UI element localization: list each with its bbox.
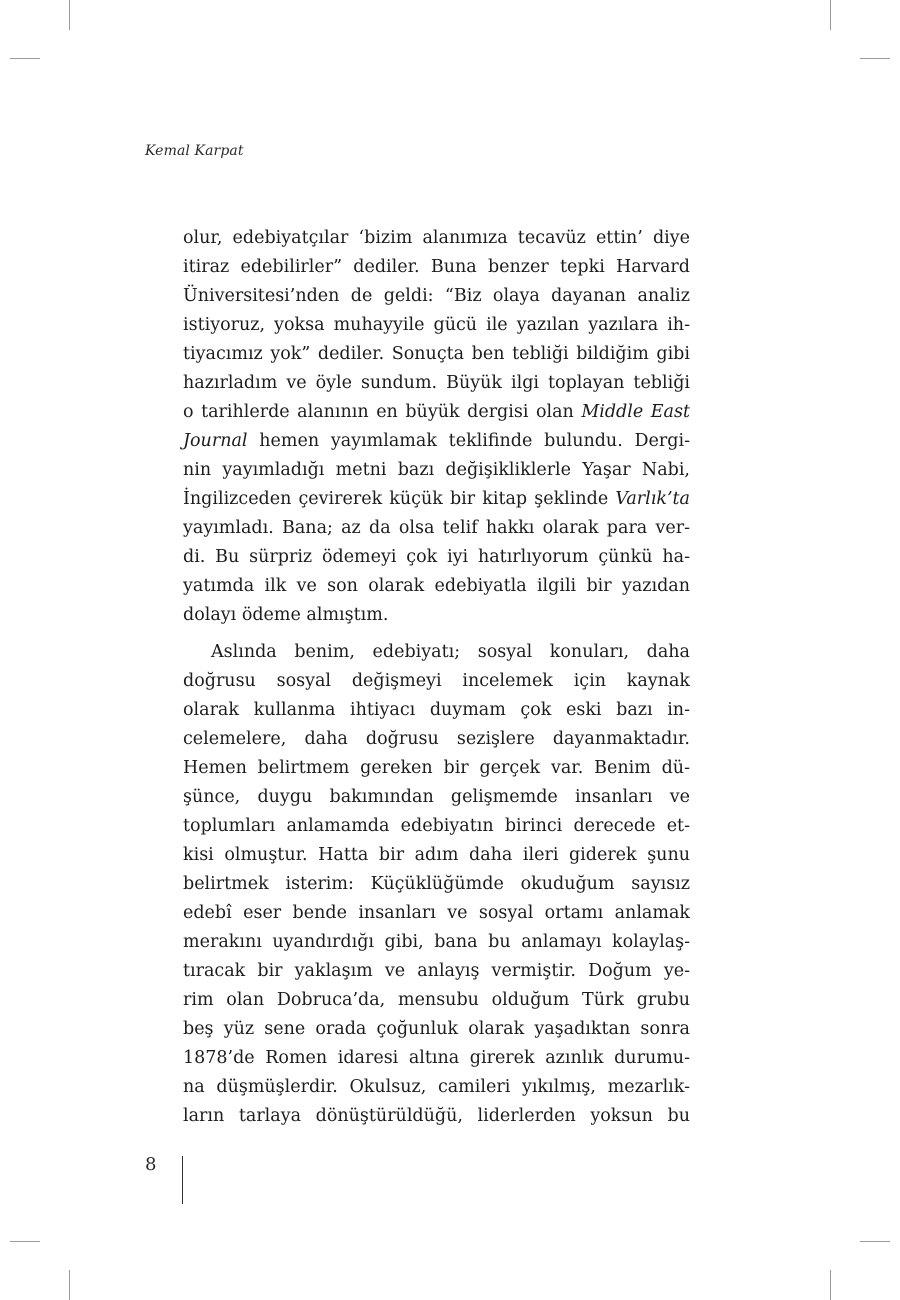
text-line	[183, 841, 690, 870]
text-line	[183, 427, 690, 456]
text-line	[183, 783, 690, 812]
crop-mark-top-right	[830, 0, 831, 30]
text-line	[183, 572, 690, 601]
text-run: rim olan Dobruca’da, mensubu olduğum Türk grubu	[183, 990, 690, 1010]
text-run: tıracak bir yaklaşım ve anlayış vermiştir. Doğum ye-	[183, 961, 690, 981]
text-line	[183, 899, 690, 928]
text-line	[183, 485, 690, 514]
text-line	[183, 754, 690, 783]
text-run: o tarihlerde alanının en büyük dergisi olan	[183, 402, 582, 422]
text-run: nin yayımladığı metni bazı değişikliklerle Yaşar Nabi,	[183, 460, 690, 480]
text-run: beş yüz sene orada çoğunluk olarak yaşadıktan sonra	[183, 1019, 690, 1039]
text-run: tiyacımız yok” dediler. Sonuçta ben tebliği bildiğim gibi	[183, 344, 690, 364]
body-text	[183, 224, 690, 1131]
text-line	[183, 638, 690, 667]
text-line	[183, 667, 690, 696]
paragraph	[183, 638, 690, 1131]
running-head-author: Kemal Karpat	[145, 143, 244, 159]
text-line	[183, 928, 690, 957]
text-run: kisi olmuştur. Hatta bir adım daha ileri giderek şunu	[183, 845, 690, 865]
text-line	[183, 1073, 690, 1102]
italic-title: Journal	[183, 431, 248, 451]
text-line	[183, 398, 690, 427]
text-line	[183, 369, 690, 398]
text-run: şünce, duygu bakımından gelişmemde insanları ve	[183, 787, 690, 807]
text-run: olarak kullanma ihtiyacı duymam çok eski bazı in-	[183, 700, 690, 720]
text-line	[183, 696, 690, 725]
crop-mark-bottom-left	[69, 1270, 70, 1300]
crop-mark-bottom-left-h	[10, 1241, 40, 1242]
text-run: 1878’de Romen idaresi altına girerek azınlık durumu-	[183, 1048, 690, 1068]
text-run: itiraz edebilirler” dediler. Buna benzer tepki Harvard	[183, 257, 690, 277]
crop-mark-bottom-right-h	[860, 1241, 890, 1242]
text-run: Üniversitesi’nden de geldi: “Biz olaya dayanan analiz	[183, 286, 690, 306]
folio-rule	[182, 1156, 183, 1204]
text-line	[183, 725, 690, 754]
text-line	[183, 870, 690, 899]
text-line	[183, 456, 690, 485]
text-line	[183, 957, 690, 986]
text-run: na düşmüşlerdir. Okulsuz, camileri yıkılmış, mezarlık-	[183, 1077, 690, 1097]
italic-title: Middle East	[581, 402, 690, 422]
text-run: merakını uyandırdığı gibi, bana bu anlamayı kolaylaş-	[183, 932, 690, 952]
text-line	[183, 311, 690, 340]
text-line	[183, 543, 690, 572]
crop-mark-top-left	[69, 0, 70, 30]
text-line	[183, 986, 690, 1015]
text-run: istiyoruz, yoksa muhayyile gücü ile yazılan yazılara ih-	[183, 315, 690, 335]
text-run: edebî eser bende insanları ve sosyal ortamı anlamak	[183, 903, 690, 923]
text-run: celemelere, daha doğrusu sezişlere dayanmaktadır.	[183, 729, 690, 749]
text-line	[183, 1044, 690, 1073]
text-line	[183, 812, 690, 841]
text-line	[183, 514, 690, 543]
text-line	[183, 340, 690, 369]
text-line	[183, 1102, 690, 1131]
text-line	[183, 224, 690, 253]
text-run: yayımladı. Bana; az da olsa telif hakkı olarak para ver-	[183, 518, 690, 538]
crop-mark-bottom-right	[830, 1270, 831, 1300]
text-run: hemen yayımlamak teklifinde bulundu. Dergi-	[247, 431, 690, 451]
text-run: ların tarlaya dönüştürüldüğü, liderlerden yoksun bu	[183, 1106, 690, 1126]
text-line	[183, 1015, 690, 1044]
paragraph	[183, 224, 690, 630]
text-run: İngilizceden çevirerek küçük bir kitap şeklinde	[183, 489, 616, 509]
text-run: dolayı ödeme almıştım.	[183, 605, 389, 625]
crop-mark-top-right-h	[860, 58, 890, 59]
text-line	[183, 601, 690, 630]
text-line	[183, 282, 690, 311]
text-run: di. Bu sürpriz ödemeyi çok iyi hatırlıyorum çünkü ha-	[183, 547, 690, 567]
italic-title: Varlık’ta	[615, 489, 690, 509]
text-run: yatımda ilk ve son olarak edebiyatla ilgili bir yazıdan	[183, 576, 690, 596]
page-number: 8	[145, 1154, 157, 1175]
text-run: toplumları anlamamda edebiyatın birinci derecede et-	[183, 816, 690, 836]
text-run: Aslında benim, edebiyatı; sosyal konuları, daha	[211, 642, 690, 662]
text-run: doğrusu sosyal değişmeyi incelemek için kaynak	[183, 671, 690, 691]
text-line	[183, 253, 690, 282]
crop-mark-top-left-h	[10, 58, 40, 59]
text-run: olur, edebiyatçılar ‘bizim alanımıza tecavüz ettin’ diye	[183, 228, 690, 248]
text-run: belirtmek isterim: Küçüklüğümde okuduğum sayısız	[183, 874, 690, 894]
text-run: hazırladım ve öyle sundum. Büyük ilgi toplayan tebliği	[183, 373, 690, 393]
text-run: Hemen belirtmem gereken bir gerçek var. Benim dü-	[183, 758, 690, 778]
